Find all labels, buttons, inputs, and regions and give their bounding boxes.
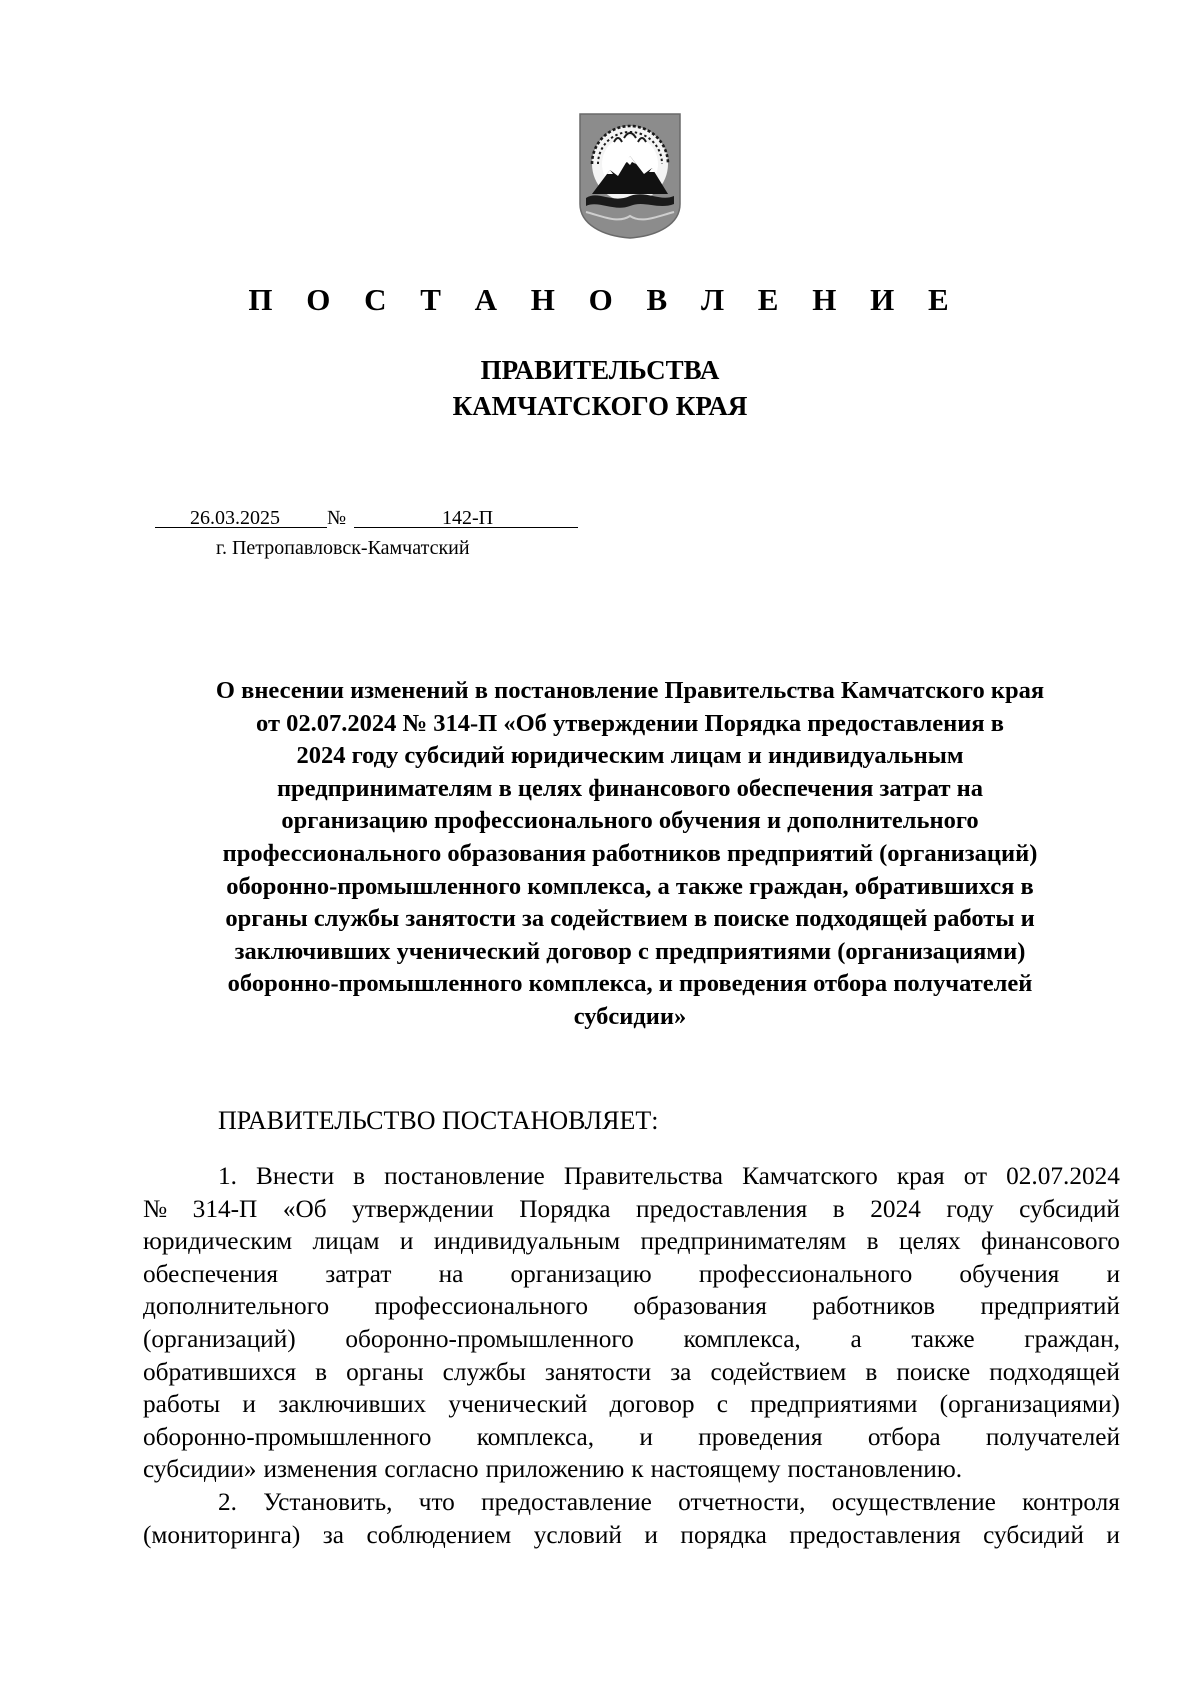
body-word: субсидий <box>1019 1194 1120 1223</box>
body-word: отчетности, <box>678 1487 806 1516</box>
body-word: комплекса, <box>683 1324 801 1353</box>
city-name: г. Петропавловск-Камчатский <box>216 537 470 559</box>
body-word: постановление <box>384 1162 545 1190</box>
body-word: 314-П <box>192 1194 258 1223</box>
body-word: занятости <box>544 1357 652 1386</box>
body-word: на <box>438 1259 464 1288</box>
body-word: обеспечения <box>143 1259 279 1288</box>
body-word: за <box>670 1357 692 1386</box>
body-word: обратившихся <box>143 1357 297 1386</box>
body-word: подходящей <box>989 1357 1120 1386</box>
body-word: согласно <box>384 1455 479 1484</box>
body-line <box>143 1356 1120 1389</box>
body-word: организацию <box>510 1259 652 1288</box>
body-word: предприятиями <box>750 1390 918 1419</box>
body-word: (мониторинга) <box>143 1520 301 1549</box>
body-word: и <box>1106 1259 1120 1288</box>
body-word: порядка <box>680 1520 767 1549</box>
body-word: предоставления <box>636 1194 808 1223</box>
document-title <box>140 675 1120 1034</box>
body-word: лицам <box>312 1227 380 1256</box>
body-word: получателей <box>985 1422 1120 1451</box>
title-line: организацию профессионального обучения и дополнительного <box>281 807 979 835</box>
body-word: обучения <box>959 1259 1060 1288</box>
body-word: в <box>315 1357 328 1386</box>
body-word: оборонно-промышленного <box>143 1422 432 1451</box>
body-word: предоставления <box>789 1520 961 1549</box>
body-word: (организаций) <box>143 1324 296 1353</box>
body-word: изменения <box>263 1455 378 1484</box>
body-word: а <box>850 1324 862 1353</box>
body-word: Установить, <box>263 1487 393 1516</box>
body-word: комплекса, <box>476 1422 595 1451</box>
body-line <box>143 1421 1120 1454</box>
body-word: и <box>639 1422 653 1451</box>
body-word: заключивших <box>278 1390 427 1419</box>
body-word: 2024 <box>870 1194 921 1223</box>
body-word: № <box>143 1194 168 1223</box>
body-word: 2. <box>218 1487 237 1516</box>
title-line: оборонно-промышленного комплекса, и проведения отбора получателей <box>227 970 1033 998</box>
body-word: предпринимателям <box>640 1227 847 1256</box>
body-word: 02.07.2024 <box>1006 1162 1120 1190</box>
body-word: осуществление <box>831 1487 996 1516</box>
title-line: 2024 году субсидий юридическим лицам и индивидуальным <box>296 742 964 770</box>
body-word: в <box>832 1194 845 1223</box>
body-word: отбора <box>867 1422 941 1451</box>
body-word: содействием <box>710 1357 847 1386</box>
body-line <box>143 1323 1120 1356</box>
body-word: контроля <box>1022 1487 1120 1516</box>
body-word: настоящему <box>650 1455 781 1484</box>
body-word: поиске <box>896 1357 971 1386</box>
body-word: субсидий <box>983 1520 1084 1549</box>
body-word: в <box>353 1162 366 1190</box>
body-word: оборонно-промышленного <box>345 1324 634 1353</box>
body-word: ученический <box>448 1390 588 1419</box>
body-word: и <box>399 1227 414 1256</box>
body-word: соблюдением <box>366 1520 512 1549</box>
body-text <box>143 1160 1120 1551</box>
body-word: целях <box>898 1227 961 1256</box>
issuer-line-1: ПРАВИТЕЛЬСТВА <box>480 355 720 385</box>
document-number: 142-П <box>442 507 494 529</box>
body-word: Внести <box>256 1162 335 1190</box>
body-line <box>143 1258 1120 1291</box>
body-word: постановлению. <box>787 1455 963 1484</box>
body-line <box>143 1193 1120 1226</box>
title-line: профессионального образования работников предприятий (организаций) <box>222 839 1038 867</box>
document-date: 26.03.2025 <box>190 507 280 529</box>
body-word: затрат <box>325 1259 392 1288</box>
body-word: договор <box>609 1390 695 1419</box>
body-word: юридическим <box>143 1227 293 1256</box>
body-word: финансового <box>981 1227 1120 1256</box>
body-word: Правительства <box>563 1162 724 1190</box>
body-word: граждан, <box>1024 1324 1120 1353</box>
body-word: в <box>866 1227 879 1256</box>
kamchatka-coat-of-arms-icon <box>578 112 682 240</box>
title-line: оборонно-промышленного комплекса, а также граждан, обратившихся в <box>226 872 1034 900</box>
body-word: субсидии» <box>143 1455 257 1484</box>
issuer-line-2: КАМЧАТСКОГО КРАЯ <box>452 391 748 421</box>
body-line <box>143 1519 1120 1552</box>
body-word: к <box>631 1455 644 1484</box>
decree-phrase: ПРАВИТЕЛЬСТВО ПОСТАНОВЛЯЕТ: <box>218 1106 659 1135</box>
title-line: субсидии» <box>573 1002 687 1030</box>
body-word: 1. <box>218 1162 237 1190</box>
body-word: за <box>322 1520 344 1549</box>
body-word: работы <box>143 1390 221 1419</box>
body-word: «Об <box>282 1194 327 1223</box>
number-sign: № <box>327 507 347 529</box>
body-line <box>143 1225 1120 1258</box>
body-line <box>143 1453 1120 1486</box>
body-word: утверждении <box>352 1194 494 1223</box>
body-word: органы <box>346 1357 424 1386</box>
body-line <box>143 1486 1120 1519</box>
body-line <box>143 1388 1120 1421</box>
body-word: условий <box>533 1520 622 1549</box>
body-word: от <box>963 1162 988 1190</box>
body-word: работников <box>812 1292 936 1321</box>
body-word: образования <box>633 1292 767 1321</box>
body-word: с <box>716 1390 729 1419</box>
body-word: индивидуальным <box>433 1227 621 1256</box>
body-word: Порядка <box>519 1194 611 1223</box>
body-word: проведения <box>698 1422 823 1451</box>
title-line: заключивших ученический договор с предприятиями (организациями) <box>234 937 1026 965</box>
title-line: органы службы занятости за содействием в поиске подходящей работы и <box>225 905 1035 933</box>
issuer-heading <box>0 352 1200 424</box>
body-word: году <box>946 1194 994 1223</box>
body-word: службы <box>442 1357 526 1386</box>
body-word: приложению <box>485 1455 625 1484</box>
body-word: в <box>865 1357 878 1386</box>
body-word: что <box>418 1487 455 1516</box>
body-word: дополнительного <box>143 1292 330 1321</box>
body-word: и <box>1106 1520 1120 1549</box>
body-word: профессионального <box>374 1292 588 1321</box>
body-word: профессионального <box>698 1259 913 1288</box>
body-word: предприятий <box>980 1292 1120 1321</box>
title-line: от 02.07.2024 № 314-П «Об утверждении Порядка предоставления в <box>256 709 1004 737</box>
body-word: также <box>911 1324 975 1353</box>
body-line <box>143 1290 1120 1323</box>
body-word: (организациями) <box>939 1390 1120 1419</box>
title-line: О внесении изменений в постановление Правительства Камчатского края <box>215 677 1045 704</box>
body-word: края <box>896 1162 945 1190</box>
body-word: и <box>242 1390 256 1419</box>
body-word: и <box>644 1520 658 1549</box>
title-line: предпринимателям в целях финансового обеспечения затрат на <box>276 774 984 802</box>
body-line <box>143 1160 1120 1193</box>
body-word: предоставление <box>481 1487 652 1516</box>
body-word: Камчатского <box>742 1162 878 1190</box>
document-type-heading: П О С Т А Н О В Л Е Н И Е <box>248 282 962 317</box>
